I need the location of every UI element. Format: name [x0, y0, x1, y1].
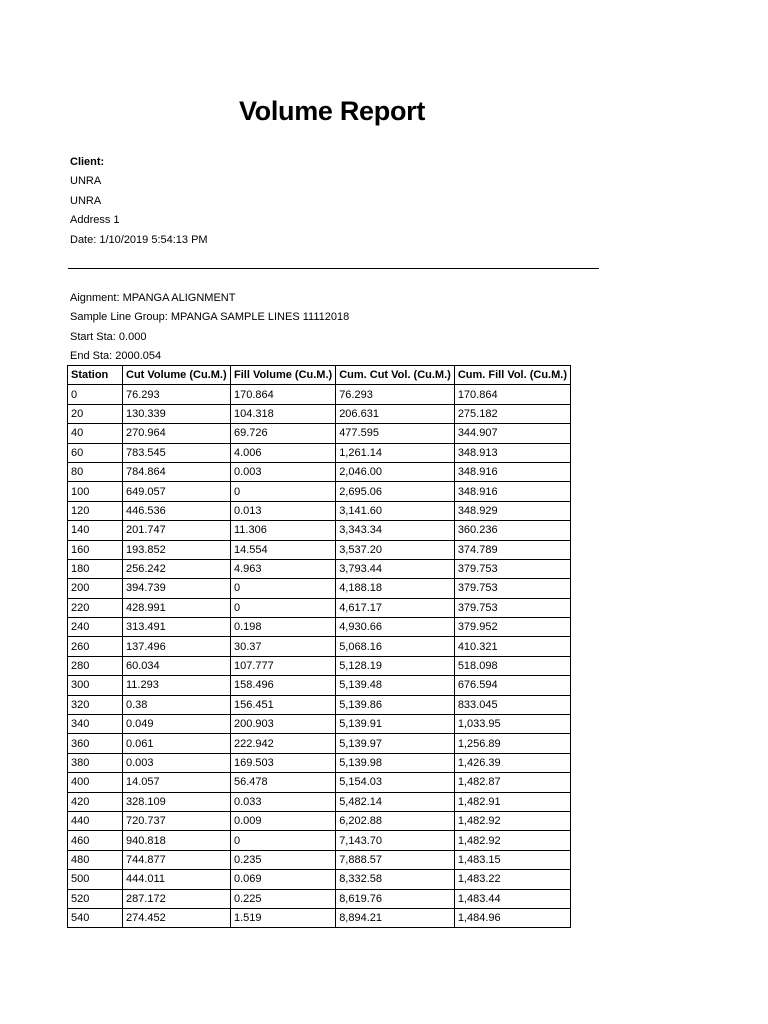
table-row	[68, 676, 571, 695]
fill-volume-cell: 158.496	[231, 676, 336, 695]
volume-table	[67, 365, 571, 928]
cum-fill-volume-cell: 833.045	[454, 695, 570, 714]
cum-fill-volume-cell: 348.916	[454, 482, 570, 501]
station-cell: 460	[68, 831, 123, 850]
cum-fill-volume-cell: 1,482.92	[454, 831, 570, 850]
table-row	[68, 540, 571, 559]
cut-volume-cell: 313.491	[123, 618, 231, 637]
station-cell: 0	[68, 385, 123, 404]
start-station: Start Sta: 0.000	[70, 330, 147, 343]
fill-volume-cell: 0.013	[231, 501, 336, 520]
cum-cut-volume-cell: 3,343.34	[336, 521, 455, 540]
station-cell: 220	[68, 598, 123, 617]
fill-volume-cell: 4.006	[231, 443, 336, 462]
cut-volume-cell: 783.545	[123, 443, 231, 462]
client-info	[70, 153, 208, 250]
station-cell: 120	[68, 501, 123, 520]
station-cell: 100	[68, 482, 123, 501]
alignment-info	[70, 289, 349, 367]
cut-volume-cell: 287.172	[123, 889, 231, 908]
station-cell: 20	[68, 404, 123, 423]
header-station: Station	[68, 366, 123, 385]
cum-fill-volume-cell: 170.864	[454, 385, 570, 404]
fill-volume-cell: 4.963	[231, 559, 336, 578]
table-row	[68, 753, 571, 772]
table-row	[68, 889, 571, 908]
cum-fill-volume-cell: 1,256.89	[454, 734, 570, 753]
fill-volume-cell: 0.198	[231, 618, 336, 637]
fill-volume-cell: 30.37	[231, 637, 336, 656]
station-cell: 380	[68, 753, 123, 772]
cut-volume-cell: 201.747	[123, 521, 231, 540]
client-name-line: UNRA	[70, 175, 102, 188]
fill-volume-cell: 0	[231, 482, 336, 501]
cum-fill-volume-cell: 1,426.39	[454, 753, 570, 772]
cum-cut-volume-cell: 2,046.00	[336, 462, 455, 481]
table-row	[68, 462, 571, 481]
cum-cut-volume-cell: 5,068.16	[336, 637, 455, 656]
table-row	[68, 695, 571, 714]
station-cell: 300	[68, 676, 123, 695]
fill-volume-cell: 1.519	[231, 908, 336, 927]
cum-cut-volume-cell: 206.631	[336, 404, 455, 423]
cum-fill-volume-cell: 1,483.22	[454, 870, 570, 889]
table-row	[68, 385, 571, 404]
table-row	[68, 773, 571, 792]
header-fill-volume: Fill Volume (Cu.M.)	[231, 366, 336, 385]
cum-cut-volume-cell: 1,261.14	[336, 443, 455, 462]
cut-volume-cell: 137.496	[123, 637, 231, 656]
station-cell: 420	[68, 792, 123, 811]
cum-cut-volume-cell: 5,128.19	[336, 656, 455, 675]
alignment-name: Aignment: MPANGA ALIGNMENT	[70, 292, 236, 304]
station-cell: 480	[68, 850, 123, 869]
cum-cut-volume-cell: 5,139.86	[336, 695, 455, 714]
fill-volume-cell: 14.554	[231, 540, 336, 559]
cum-fill-volume-cell: 518.098	[454, 656, 570, 675]
fill-volume-cell: 156.451	[231, 695, 336, 714]
fill-volume-cell: 69.726	[231, 424, 336, 443]
cum-cut-volume-cell: 8,619.76	[336, 889, 455, 908]
sample-line-group: Sample Line Group: MPANGA SAMPLE LINES 11112018	[70, 311, 350, 324]
cum-fill-volume-cell: 1,482.92	[454, 811, 570, 830]
cum-fill-volume-cell: 379.952	[454, 618, 570, 637]
station-cell: 280	[68, 656, 123, 675]
table-row	[68, 831, 571, 850]
station-cell: 80	[68, 462, 123, 481]
cum-cut-volume-cell: 4,930.66	[336, 618, 455, 637]
table-row	[68, 850, 571, 869]
cum-fill-volume-cell: 1,483.44	[454, 889, 570, 908]
fill-volume-cell: 107.777	[231, 656, 336, 675]
cut-volume-cell: 446.536	[123, 501, 231, 520]
station-cell: 240	[68, 618, 123, 637]
table-row	[68, 443, 571, 462]
station-cell: 400	[68, 773, 123, 792]
cum-fill-volume-cell: 348.929	[454, 501, 570, 520]
cum-fill-volume-cell: 1,482.87	[454, 773, 570, 792]
cut-volume-cell: 784.864	[123, 462, 231, 481]
cut-volume-cell: 193.852	[123, 540, 231, 559]
cum-fill-volume-cell: 348.913	[454, 443, 570, 462]
fill-volume-cell: 0	[231, 598, 336, 617]
fill-volume-cell: 0.033	[231, 792, 336, 811]
cum-cut-volume-cell: 5,139.48	[336, 676, 455, 695]
table-row	[68, 404, 571, 423]
cum-fill-volume-cell: 348.916	[454, 462, 570, 481]
table-row	[68, 792, 571, 811]
cum-fill-volume-cell: 379.753	[454, 559, 570, 578]
cut-volume-cell: 0.38	[123, 695, 231, 714]
client-label: Client:	[70, 156, 105, 168]
fill-volume-cell: 0	[231, 579, 336, 598]
cut-volume-cell: 720.737	[123, 811, 231, 830]
header-cum-fill-volume: Cum. Fill Vol. (Cu.M.)	[454, 366, 570, 385]
fill-volume-cell: 0.009	[231, 811, 336, 830]
cum-cut-volume-cell: 5,482.14	[336, 792, 455, 811]
end-station: End Sta: 2000.054	[70, 350, 162, 363]
cut-volume-cell: 274.452	[123, 908, 231, 927]
report-date: Date: 1/10/2019 5:54:13 PM	[70, 233, 208, 246]
station-cell: 40	[68, 424, 123, 443]
cum-cut-volume-cell: 7,143.70	[336, 831, 455, 850]
table-header-row	[68, 366, 571, 385]
cum-cut-volume-cell: 5,139.98	[336, 753, 455, 772]
cut-volume-cell: 394.739	[123, 579, 231, 598]
cum-fill-volume-cell: 344.907	[454, 424, 570, 443]
station-cell: 200	[68, 579, 123, 598]
cum-cut-volume-cell: 5,154.03	[336, 773, 455, 792]
cut-volume-cell: 649.057	[123, 482, 231, 501]
cum-fill-volume-cell: 1,483.15	[454, 850, 570, 869]
cum-fill-volume-cell: 1,484.96	[454, 908, 570, 927]
cum-cut-volume-cell: 8,894.21	[336, 908, 455, 927]
client-address: Address 1	[70, 214, 120, 227]
cut-volume-cell: 940.818	[123, 831, 231, 850]
cum-fill-volume-cell: 275.182	[454, 404, 570, 423]
cum-cut-volume-cell: 6,202.88	[336, 811, 455, 830]
table-row	[68, 598, 571, 617]
fill-volume-cell: 222.942	[231, 734, 336, 753]
cum-cut-volume-cell: 5,139.97	[336, 734, 455, 753]
cut-volume-cell: 130.339	[123, 404, 231, 423]
cut-volume-cell: 14.057	[123, 773, 231, 792]
station-cell: 340	[68, 715, 123, 734]
fill-volume-cell: 0.069	[231, 870, 336, 889]
station-cell: 60	[68, 443, 123, 462]
fill-volume-cell: 0.003	[231, 462, 336, 481]
table-row	[68, 501, 571, 520]
cut-volume-cell: 328.109	[123, 792, 231, 811]
station-cell: 540	[68, 908, 123, 927]
cut-volume-cell: 444.011	[123, 870, 231, 889]
cum-cut-volume-cell: 76.293	[336, 385, 455, 404]
cum-fill-volume-cell: 374.789	[454, 540, 570, 559]
cum-fill-volume-cell: 360.236	[454, 521, 570, 540]
cut-volume-cell: 744.877	[123, 850, 231, 869]
table-row	[68, 908, 571, 927]
cum-fill-volume-cell: 1,033.95	[454, 715, 570, 734]
table-body	[68, 385, 571, 928]
cut-volume-cell: 0.061	[123, 734, 231, 753]
cut-volume-cell: 428.991	[123, 598, 231, 617]
station-cell: 160	[68, 540, 123, 559]
table-row	[68, 521, 571, 540]
fill-volume-cell: 169.503	[231, 753, 336, 772]
client-name-line: UNRA	[70, 194, 102, 207]
header-cut-volume: Cut Volume (Cu.M.)	[123, 366, 231, 385]
cum-cut-volume-cell: 3,537.20	[336, 540, 455, 559]
fill-volume-cell: 11.306	[231, 521, 336, 540]
station-cell: 520	[68, 889, 123, 908]
cum-fill-volume-cell: 676.594	[454, 676, 570, 695]
cum-cut-volume-cell: 2,695.06	[336, 482, 455, 501]
cut-volume-cell: 11.293	[123, 676, 231, 695]
cum-cut-volume-cell: 8,332.58	[336, 870, 455, 889]
report-title: Volume Report	[238, 96, 426, 126]
table-row	[68, 424, 571, 443]
cum-cut-volume-cell: 477.595	[336, 424, 455, 443]
fill-volume-cell: 0.235	[231, 850, 336, 869]
table-row	[68, 715, 571, 734]
cum-fill-volume-cell: 1,482.91	[454, 792, 570, 811]
fill-volume-cell: 104.318	[231, 404, 336, 423]
station-cell: 500	[68, 870, 123, 889]
station-cell: 360	[68, 734, 123, 753]
header-cum-cut-volume: Cum. Cut Vol. (Cu.M.)	[336, 366, 455, 385]
station-cell: 140	[68, 521, 123, 540]
cum-fill-volume-cell: 410.321	[454, 637, 570, 656]
station-cell: 320	[68, 695, 123, 714]
table-row	[68, 734, 571, 753]
cut-volume-cell: 76.293	[123, 385, 231, 404]
cum-cut-volume-cell: 7,888.57	[336, 850, 455, 869]
station-cell: 440	[68, 811, 123, 830]
cum-cut-volume-cell: 5,139.91	[336, 715, 455, 734]
table-row	[68, 579, 571, 598]
table-row	[68, 637, 571, 656]
table-row	[68, 559, 571, 578]
cum-cut-volume-cell: 3,141.60	[336, 501, 455, 520]
station-cell: 180	[68, 559, 123, 578]
cum-cut-volume-cell: 3,793.44	[336, 559, 455, 578]
cum-fill-volume-cell: 379.753	[454, 598, 570, 617]
fill-volume-cell: 170.864	[231, 385, 336, 404]
table-row	[68, 870, 571, 889]
fill-volume-cell: 56.478	[231, 773, 336, 792]
station-cell: 260	[68, 637, 123, 656]
table-row	[68, 656, 571, 675]
cum-cut-volume-cell: 4,617.17	[336, 598, 455, 617]
section-divider	[68, 268, 599, 269]
table-row	[68, 482, 571, 501]
fill-volume-cell: 200.903	[231, 715, 336, 734]
fill-volume-cell: 0	[231, 831, 336, 850]
table-row	[68, 618, 571, 637]
cum-cut-volume-cell: 4,188.18	[336, 579, 455, 598]
table-row	[68, 811, 571, 830]
cut-volume-cell: 0.003	[123, 753, 231, 772]
fill-volume-cell: 0.225	[231, 889, 336, 908]
cut-volume-cell: 60.034	[123, 656, 231, 675]
cut-volume-cell: 0.049	[123, 715, 231, 734]
cut-volume-cell: 256.242	[123, 559, 231, 578]
cum-fill-volume-cell: 379.753	[454, 579, 570, 598]
cut-volume-cell: 270.964	[123, 424, 231, 443]
